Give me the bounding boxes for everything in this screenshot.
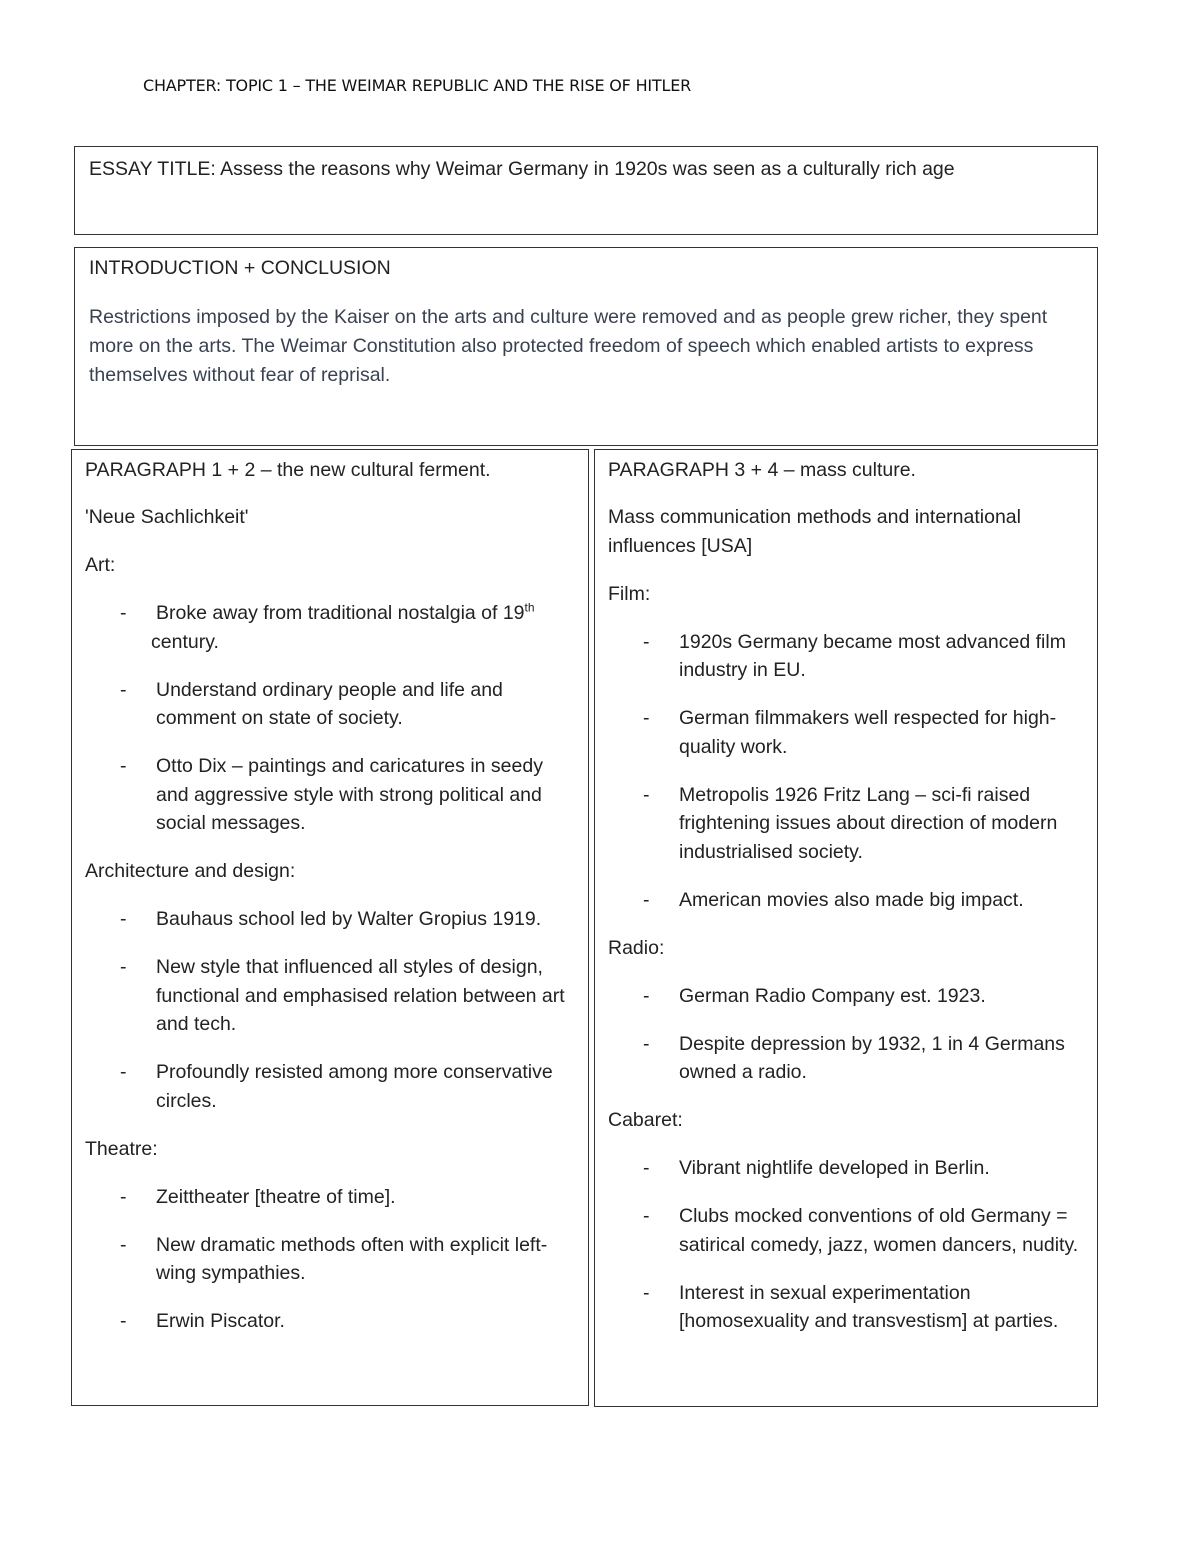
list-item-text: Erwin Piscator. (156, 1310, 285, 1333)
dash-mark: - (643, 888, 650, 911)
essay-title-box (74, 146, 1098, 235)
list-item-text: Understand ordinary people and life and comment on state of society. (156, 678, 503, 730)
list-item (608, 1030, 1084, 1087)
dash-mark: - (120, 602, 127, 625)
chapter-heading: CHAPTER: TOPIC 1 – THE WEIMAR REPUBLIC AND THE RISE OF HITLER (143, 76, 692, 95)
intro-heading: INTRODUCTION + CONCLUSION (89, 257, 391, 279)
list-item-text: New dramatic methods often with explicit left-wing sympathies. (156, 1233, 548, 1285)
dash-mark: - (120, 956, 127, 979)
list-item (608, 1279, 1084, 1336)
list-item (85, 1058, 575, 1115)
dash-mark: - (643, 630, 650, 653)
list-item-text: American movies also made big impact. (679, 888, 1024, 911)
cabaret-list (608, 1154, 1084, 1336)
list-item (85, 599, 575, 656)
dash-mark: - (643, 783, 650, 806)
list-item-text: Profoundly resisted among more conservative circles. (156, 1061, 553, 1112)
list-item (85, 1307, 575, 1336)
list-item (85, 905, 575, 934)
architecture-label: Architecture and design: (85, 860, 296, 883)
dash-mark: - (643, 984, 650, 1007)
paragraph-3-4-box (594, 449, 1098, 1407)
list-item-text: Despite depression by 1932, 1 in 4 Germans owned a radio. (679, 1032, 1065, 1084)
paragraph-3-4-heading: PARAGRAPH 3 + 4 – mass culture. (608, 459, 916, 481)
list-item-text: New style that influenced all styles of design, functional and emphasised relation between art and tech. (156, 956, 565, 1036)
dash-mark: - (643, 1157, 650, 1180)
dash-mark: - (120, 1185, 127, 1208)
intro-text: Restrictions imposed by the Kaiser on the arts and culture were removed and as people grew richer, they spent more on the arts. The Weimar Constitution also protected freedom of speech which enabled artists to express themselves without fear of reprisal. (89, 306, 1048, 387)
intro-conclusion-box (74, 247, 1098, 446)
paragraph-1-2-subtitle: 'Neue Sachlichkeit' (85, 506, 249, 529)
paragraph-3-4-subtitle: Mass communication methods and international influences [USA] (608, 506, 1021, 557)
list-item-text: Metropolis 1926 Fritz Lang – sci-fi raised frightening issues about direction of modern industrialised society. (679, 783, 1058, 863)
dash-mark: - (643, 1032, 650, 1055)
list-item-text: Zeittheater [theatre of time]. (156, 1185, 396, 1208)
list-item-text: century. (151, 630, 219, 653)
list-item (608, 982, 1084, 1011)
dash-mark: - (120, 1233, 127, 1256)
superscript: th (524, 600, 535, 615)
list-item (85, 676, 575, 733)
list-item (608, 628, 1084, 685)
list-item (608, 1154, 1084, 1183)
list-item-text: Broke away from traditional nostalgia of 19 (156, 602, 525, 625)
theatre-label: Theatre: (85, 1137, 158, 1160)
art-list (85, 599, 575, 838)
list-item (85, 752, 575, 838)
paragraph-1-2-box (71, 449, 589, 1406)
dash-mark: - (120, 1061, 127, 1084)
list-item (608, 781, 1084, 867)
list-item (608, 886, 1084, 915)
dash-mark: - (643, 1205, 650, 1228)
dash-mark: - (643, 707, 650, 730)
list-item-text: German filmmakers well respected for high-quality work. (679, 707, 1057, 758)
list-item (85, 1231, 575, 1288)
art-label: Art: (85, 554, 116, 577)
dash-mark: - (643, 1281, 650, 1304)
list-item-text: German Radio Company est. 1923. (679, 984, 986, 1007)
dash-mark: - (120, 678, 127, 701)
list-item (85, 1183, 575, 1212)
list-item-text: Bauhaus school led by Walter Gropius 1919. (156, 908, 542, 931)
dash-mark: - (120, 908, 127, 931)
list-item-text: Clubs mocked conventions of old Germany = satirical comedy, jazz, women dancers, nudity. (679, 1205, 1079, 1256)
list-item-text: Vibrant nightlife developed in Berlin. (679, 1157, 990, 1180)
essay-title: ESSAY TITLE: Assess the reasons why Weimar Germany in 1920s was seen as a culturally rich age (89, 158, 955, 180)
list-item (608, 1202, 1084, 1259)
list-item-text: 1920s Germany became most advanced film industry in EU. (679, 630, 1066, 682)
cabaret-label: Cabaret: (608, 1109, 683, 1132)
radio-label: Radio: (608, 936, 665, 959)
film-label: Film: (608, 582, 651, 605)
film-list (608, 628, 1084, 915)
list-item (85, 953, 575, 1039)
list-item-text: Interest in sexual experimentation [homosexuality and transvestism] at parties. (679, 1281, 1059, 1333)
radio-list (608, 982, 1084, 1087)
paragraph-1-2-heading: PARAGRAPH 1 + 2 – the new cultural ferment. (85, 459, 491, 481)
theatre-list (85, 1183, 575, 1336)
dash-mark: - (120, 755, 127, 778)
dash-mark: - (120, 1310, 127, 1333)
list-item (608, 704, 1084, 761)
architecture-list (85, 905, 575, 1115)
list-item-text: Otto Dix – paintings and caricatures in seedy and aggressive style with strong political and social messages. (156, 755, 543, 835)
